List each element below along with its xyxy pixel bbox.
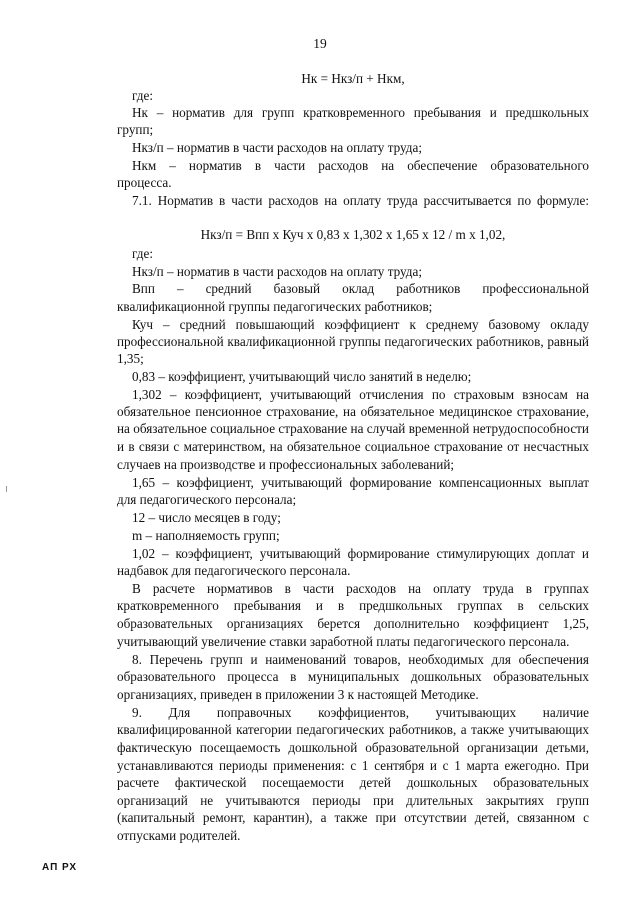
text-line: Нкз/п = Впп x Куч x 0,83 x 1,302 x 1,65 x 12 / m x 1,02,	[200, 227, 506, 242]
text-line: квалификационной группы педагогических работников;	[117, 299, 433, 314]
page-number: 19	[313, 36, 327, 51]
text-line: 1,65 – коэффициент, учитывающий формирование компенсационных выплат	[132, 475, 589, 490]
text-line: 1,302 – коэффициент, учитывающий отчисления по страховым взносам на	[132, 387, 589, 402]
text-line: организациях, приведен в приложении 3 к настоящей Методике.	[117, 687, 479, 702]
text-line: (капитальный ремонт, карантин), а также при отсутствии детей, связанном с	[117, 810, 589, 825]
text-line: Нкм – норматив в части расходов на обеспечение образовательного	[132, 158, 589, 173]
text-line: где:	[132, 246, 153, 261]
text-line: Нк – норматив для групп кратковременного пребывания и предшкольных	[132, 105, 589, 120]
text-line: 12 – число месяцев в году;	[132, 510, 281, 525]
text-line: учитывающий увеличение ставки заработной платы педагогического персонала.	[117, 634, 570, 649]
text-line: образовательных организациях берется дополнительно коэффициент 1,25,	[117, 616, 589, 631]
text-line: расчете фактической посещаемости детей дошкольных образовательных	[117, 775, 589, 790]
text-line: образовательного процесса в муниципальных дошкольных образовательных	[117, 669, 589, 684]
text-line: 7.1. Норматив в части расходов на оплату труда рассчитывается по формуле:	[132, 193, 589, 208]
text-line: для педагогического персонала;	[117, 492, 297, 507]
text-line: Нкз/п – норматив в части расходов на оплату труда;	[132, 264, 423, 279]
edge-mark	[6, 486, 7, 492]
text-line: отпусками родителей.	[117, 828, 241, 843]
text-line: 8. Перечень групп и наименований товаров, необходимых для обеспечения	[132, 652, 589, 667]
text-line: 0,83 – коэффициент, учитывающий число занятий в неделю;	[132, 369, 472, 384]
text-line: В расчете нормативов в части расходов на оплату труда в группах	[132, 581, 589, 596]
text-line: Нкз/п – норматив в части расходов на оплату труда;	[132, 140, 423, 155]
text-line: Впп – средний базовый оклад работников профессиональной	[132, 281, 589, 296]
text-line: обязательное пенсионное страхование, на обязательное медицинское страхование,	[117, 404, 589, 419]
text-line: m – наполняемость групп;	[132, 528, 280, 543]
text-line: 9. Для поправочных коэффициентов, учитывающих наличие	[132, 705, 589, 720]
text-line: профессиональной квалификационной группы педагогических работников, равный	[117, 334, 589, 349]
text-line: и в связи с материнством, на обязательное социальное страхование от несчастных	[117, 439, 589, 454]
text-line: кратковременного пребывания и в предшкольных группах в сельских	[117, 598, 589, 613]
text-line: 1,35;	[117, 351, 144, 366]
footer-mark: АП РХ	[42, 862, 78, 873]
text-line: 1,02 – коэффициент, учитывающий формирование стимулирующих доплат и	[132, 546, 589, 561]
text-line: квалифицированной категории педагогических работников, а также учитывающих	[117, 722, 589, 737]
text-line: процесса.	[117, 175, 172, 190]
text-line: устанавливаются периоды применения: с 1 сентября и с 1 марта ежегодно. При	[117, 758, 589, 773]
text-line: фактическую посещаемость дошкольной образовательной организации детьми,	[117, 740, 589, 755]
text-line: групп;	[117, 122, 154, 137]
text-line: на обязательное социальное страхование на случай временной нетрудоспособности	[117, 421, 589, 436]
text-line: организаций не учитываются периоды при длительных закрытиях групп	[117, 793, 589, 808]
text-line: где:	[132, 88, 153, 103]
text-line: надбавок для педагогического персонала.	[117, 563, 351, 578]
text-line: Нк = Нкз/п + Нкм,	[301, 71, 405, 86]
text-line: случаев на производстве и профессиональных заболеваний;	[117, 457, 455, 472]
text-line: Куч – средний повышающий коэффициент к среднему базовому окладу	[132, 317, 589, 332]
